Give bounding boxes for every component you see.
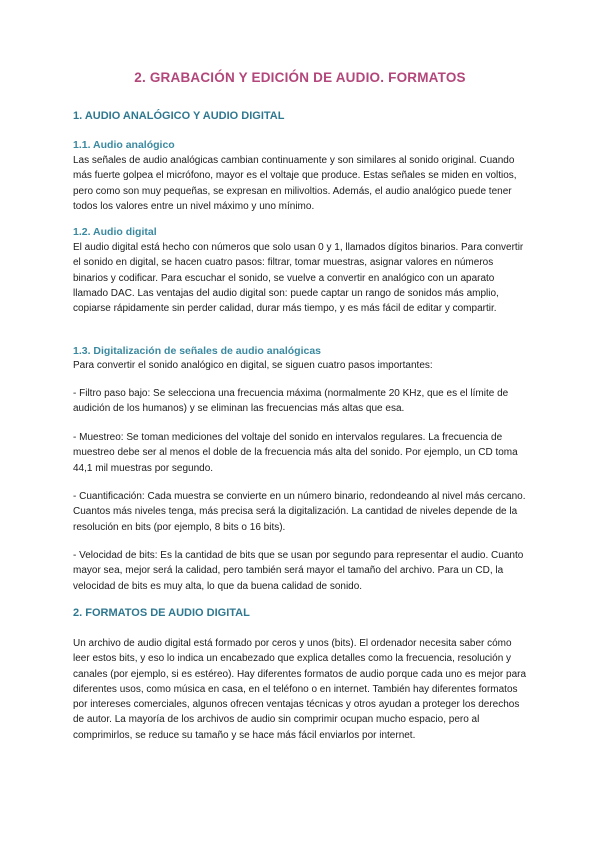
section-heading: 1. AUDIO ANALÓGICO Y AUDIO DIGITAL	[73, 110, 285, 122]
list-item: - Filtro paso bajo: Se selecciona una frecuencia máxima (normalmente 20 KHz, que es el límite de audición de los humanos) y se eliminan las frecuencias más altas que esa.	[73, 388, 509, 415]
list-item: - Muestreo: Se toman mediciones del voltaje del sonido en intervalos regulares. La frecuencia de muestreo debe ser al menos el doble de la frecuencia más alta del sonido. Por ejemplo, un CD toma 44,1 mil muestras por segundo.	[73, 432, 518, 474]
subsection-heading: 1.1. Audio analógico	[73, 139, 175, 151]
paragraph: Para convertir el sonido analógico en digital, se siguen cuatro pasos importantes:	[73, 360, 433, 371]
subsection-heading: 1.2. Audio digital	[73, 226, 157, 238]
list-item: - Velocidad de bits: Es la cantidad de bits que se usan por segundo para representar el audio. Cuanto mayor sea, mejor será la calidad, pero también será mayor el tamaño del archivo. Para un CD, la velocidad de bits es muy alta, lo que da buena calidad de sonido.	[73, 550, 524, 592]
section-heading: 2. FORMATOS DE AUDIO DIGITAL	[73, 607, 250, 619]
subsection-heading: 1.3. Digitalización de señales de audio analógicas	[73, 345, 322, 357]
paragraph: Un archivo de audio digital está formado por ceros y unos (bits). El ordenador necesita saber cómo leer estos bits, y eso lo indica un encabezado que explica detalles como la frecuencia, resolución y canales (por ejemplo, si es estéreo). Hay diferentes formatos de audio porque cada uno es mejor para diferentes usos, como música en casa, en el teléfono o en internet. También hay diferentes formatos por intereses comerciales, algunos ofrecen ventajas técnicas y otros ayudan a proteger los derechos de autor. La mayoría de los archivos de audio sin comprimir ocupan mucho espacio, pero al comprimirlos, se reduce su tamaño y se hace más fácil enviarlos por internet.	[73, 638, 527, 741]
document-title: 2. GRABACIÓN Y EDICIÓN DE AUDIO. FORMATOS	[134, 70, 466, 85]
paragraph: El audio digital está hecho con números que solo usan 0 y 1, llamados dígitos binarios. Para convertir el sonido en digital, se hacen cuatro pasos: filtrar, tomar muestras, asignar valores en números binarios y codificar. Para escuchar el sonido, se vuelve a convertir en analógico con un aparato llamado DAC. Las ventajas del audio digital son: puede captar un rango de sonidos más amplio, copiarse rápidamente sin perder calidad, durar más tiempo, y es más fácil de editar y compartir.	[73, 242, 524, 315]
list-item: - Cuantificación: Cada muestra se convierte en un número binario, redondeando al nivel más cercano. Cuantos más niveles tenga, más precisa será la digitalización. La cantidad de niveles depende de la resolución en bits (por ejemplo, 8 bits o 16 bits).	[73, 491, 526, 533]
paragraph: Las señales de audio analógicas cambian continuamente y son similares al sonido original. Cuando más fuerte golpea el micrófono, mayor es el voltaje que produce. Estas señales se miden en voltios, pero como son muy pequeñas, se expresan en milivoltios. Además, el audio analógico puede tener todos los valores entre un nivel máximo y uno mínimo.	[73, 155, 517, 212]
